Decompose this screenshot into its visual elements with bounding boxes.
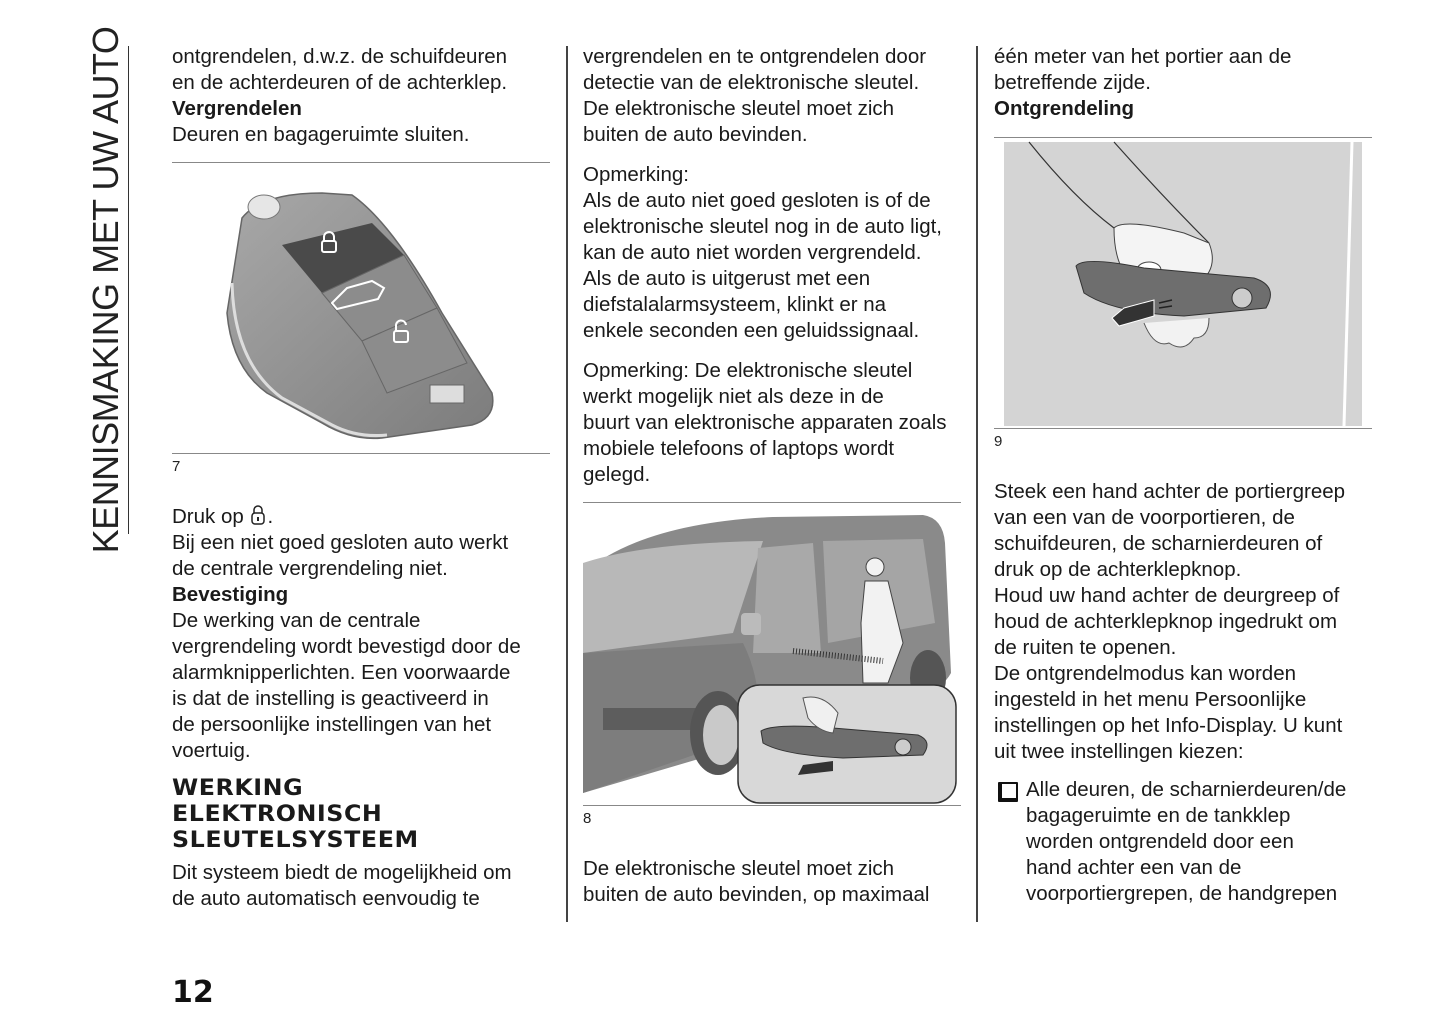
figure-9-door-handle <box>994 138 1372 428</box>
key-fob-illustration <box>172 163 550 453</box>
chapter-title-text: KENNISMAKING MET UW AUTO <box>85 26 126 554</box>
paragraph: de centrale vergrendeling niet. <box>172 557 448 580</box>
section-heading: WERKING ELEKTRONISCH SLEUTELSYSTEEM <box>172 776 419 853</box>
paragraph: uit twee instellingen kiezen: <box>994 740 1244 763</box>
paragraph: ontgrendelen, d.w.z. de schuifdeuren <box>172 45 508 68</box>
paragraph: alarmknipperlichten. Een voorwaarde <box>172 661 511 684</box>
subheading-unlocking: Ontgrendeling <box>994 97 1135 120</box>
paragraph: buiten de auto bevinden. <box>583 123 808 146</box>
paragraph: ingesteld in het menu Persoonlijke <box>994 688 1307 711</box>
page-number: 12 <box>172 975 214 1010</box>
paragraph: Deuren en bagageruimte sluiten. <box>172 123 470 146</box>
figure-bottom-rule <box>583 805 961 806</box>
column-3 <box>994 44 1372 907</box>
paragraph: De elektronische sleutel moet zich <box>583 97 895 120</box>
paragraph: is dat de instelling is geactiveerd in <box>172 687 489 710</box>
paragraph: Bij een niet goed gesloten auto werkt <box>172 531 509 554</box>
paragraph: kan de auto niet worden vergrendeld. <box>583 241 922 264</box>
paragraph: gelegd. <box>583 463 651 486</box>
press-instruction: Druk op . <box>172 505 274 528</box>
paragraph: buurt van elektronische apparaten zoals <box>583 411 947 434</box>
paragraph: betreffende zijde. <box>994 71 1151 94</box>
figure-number: 9 <box>994 433 1003 450</box>
note-label: Opmerking: <box>583 163 689 186</box>
figure-bottom-rule <box>994 428 1372 429</box>
subheading-locking: Vergrendelen <box>172 97 302 120</box>
paragraph: detectie van de elektronische sleutel. <box>583 71 920 94</box>
door-handle-illustration <box>994 138 1372 428</box>
figure-number: 7 <box>172 458 181 475</box>
paragraph: enkele seconden een geluidssignaal. <box>583 319 920 342</box>
paragraph: houd de achterklepknop ingedrukt om <box>994 610 1338 633</box>
note-paragraph: Opmerking: De elektronische sleutel <box>583 359 913 382</box>
paragraph: de ruiten te openen. <box>994 636 1177 659</box>
paragraph: instellingen op het Info-Display. U kunt <box>994 714 1343 737</box>
checkbox-bullet-icon <box>998 782 1018 802</box>
paragraph: elektronische sleutel nog in de auto ligt, <box>583 215 942 238</box>
paragraph: Als de auto niet goed gesloten is of de <box>583 189 931 212</box>
paragraph: vergrendeling wordt bevestigd door de <box>172 635 521 658</box>
paragraph: Steek een hand achter de portiergreep <box>994 480 1346 503</box>
paragraph: De ontgrendelmodus kan worden <box>994 662 1296 685</box>
paragraph: De werking van de centrale <box>172 609 421 632</box>
figure-7-key-fob <box>172 163 550 453</box>
paragraph: buiten de auto bevinden, op maximaal <box>583 883 930 906</box>
paragraph: Als de auto is uitgerust met een <box>583 267 871 290</box>
paragraph: Houd uw hand achter de deurgreep of <box>994 584 1340 607</box>
paragraph: druk op de achterklepknop. <box>994 558 1242 581</box>
paragraph: Dit systeem biedt de mogelijkheid om <box>172 861 512 884</box>
paragraph: vergrendelen en te ontgrendelen door <box>583 45 927 68</box>
paragraph: de persoonlijke instellingen van het <box>172 713 492 736</box>
paragraph: voertuig. <box>172 739 251 762</box>
column-2 <box>583 44 961 908</box>
figure-bottom-rule <box>172 453 550 454</box>
paragraph: de auto automatisch eenvoudig te <box>172 887 480 910</box>
subheading-confirmation: Bevestiging <box>172 583 289 606</box>
paragraph: De elektronische sleutel moet zich <box>583 857 895 880</box>
paragraph: diefstalalarmsysteem, klinkt er na <box>583 293 887 316</box>
van-illustration <box>583 503 961 805</box>
paragraph: van een van de voorportieren, de <box>994 506 1295 529</box>
paragraph: schuifdeuren, de scharnierdeuren of <box>994 532 1323 555</box>
paragraph: één meter van het portier aan de <box>994 45 1292 68</box>
column-1 <box>172 44 550 912</box>
paragraph: en de achterdeuren of de achterklep. <box>172 71 508 94</box>
figure-number: 8 <box>583 810 592 827</box>
column-divider <box>976 46 978 922</box>
paragraph: mobiele telefoons of laptops wordt <box>583 437 895 460</box>
lock-icon <box>249 504 267 526</box>
figure-8-van-keyless <box>583 503 961 805</box>
chapter-side-title <box>84 26 129 554</box>
list-item: Alle deuren, de scharnierdeuren/de bagageruimte en de tankklep worden ontgrendeld door een hand achter een van de voorportiergrepen, de handgrepen <box>994 777 1372 907</box>
paragraph: werkt mogelijk niet als deze in de <box>583 385 884 408</box>
